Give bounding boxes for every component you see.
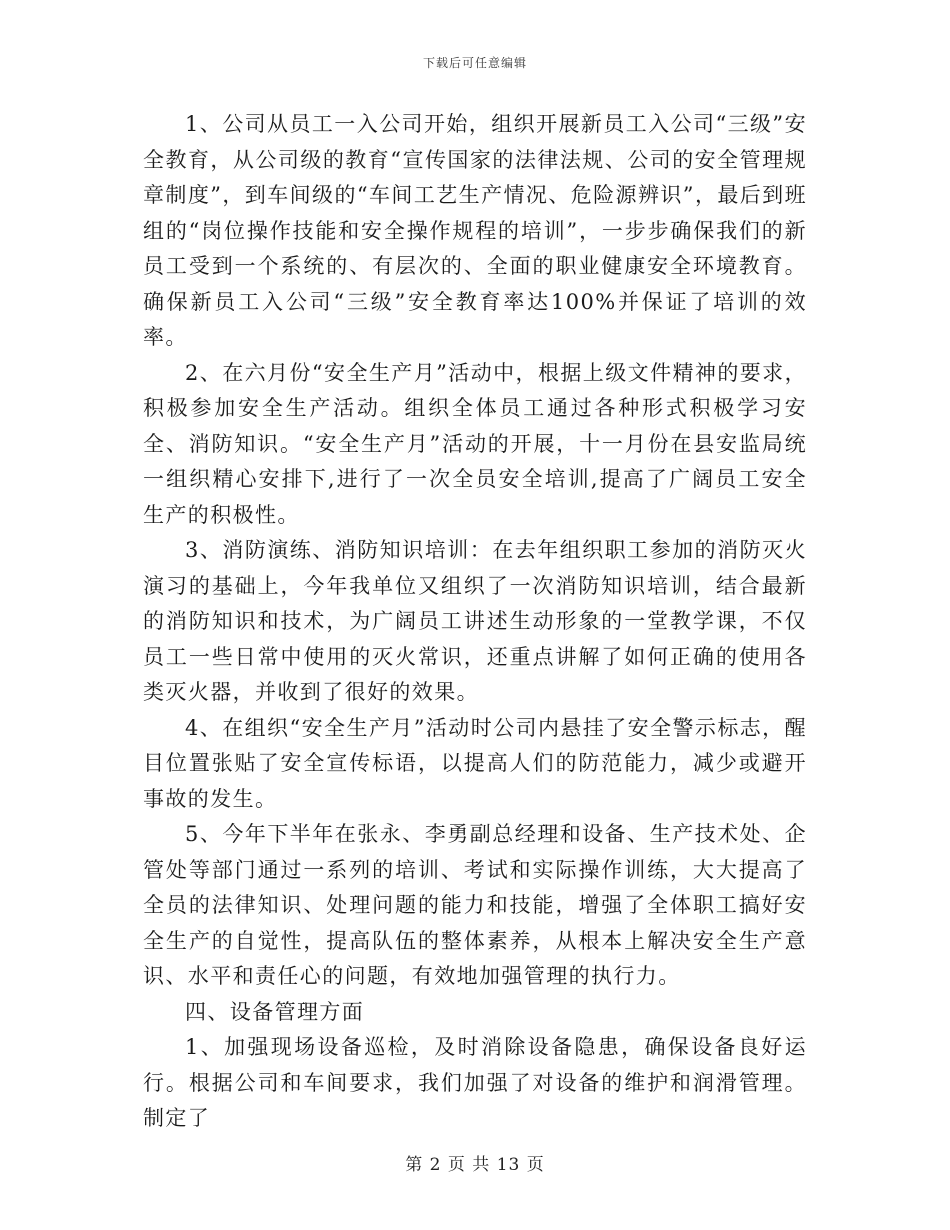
paragraph-1: 1、公司从员工一入公司开始，组织开展新员工入公司“三级”安全教育，从公司级的教育“宣传国家的法律法规、公司的安全管理规章制度”，到车间级的“车间工艺生产情况、危险源辨识”，最后到班组的“岗位操作技能和安全操作规程的培训”，一步步确保我们的新员工受到一个系统的、有层次的、全面的职业健康安全环境教育。确保新员工入公司“三级”安全教育率达100%并保证了培训的效率。 xyxy=(143,112,807,349)
paragraph-5: 5、今年下半年在张永、李勇副总经理和设备、生产技术处、企管处等部门通过一系列的培训、考试和实际操作训练，大大提高了全员的法律知识、处理问题的能力和技能，增强了全体职工搞好安全生产的自觉性，提高队伍的整体素养，从根本上解决安全生产意识、水平和责任心的问题，有效地加强管理的执行力。 xyxy=(143,822,807,988)
paragraph-6: 1、加强现场设备巡检，及时消除设备隐患，确保设备良好运行。根据公司和车间要求，我们加强了对设备的维护和润滑管理。制定了 xyxy=(143,1035,807,1130)
paragraph-2: 2、在六月份“安全生产月”活动中，根据上级文件精神的要求，积极参加安全生产活动。组织全体员工通过各种形式积极学习安全、消防知识。“安全生产月”活动的开展，十一月份在县安监局统一组织精心安排下,进行了一次全员安全培训,提高了广阔员工安全生产的积极性。 xyxy=(143,360,807,527)
header-note: 下载后可任意编辑 xyxy=(422,56,527,70)
paragraph-3: 3、消防演练、消防知识培训：在去年组织职工参加的消防灭火演习的基础上，今年我单位又组织了一次消防知识培训，结合最新的消防知识和技术，为广阔员工讲述生动形象的一堂教学课，不仅员工一些日常中使用的灭火常识，还重点讲解了如何正确的使用各类灭火器，并收到了很好的效果。 xyxy=(143,538,807,704)
document-body xyxy=(143,107,807,1137)
section-heading: 四、设备管理方面 xyxy=(185,999,365,1024)
paragraph-4: 4、在组织“安全生产月”活动时公司内悬挂了安全警示标志，醒目位置张贴了安全宣传标语，以提高人们的防范能力，减少或避开事故的发生。 xyxy=(143,715,807,811)
page-number: 第 2 页 共 13 页 xyxy=(405,1155,545,1175)
